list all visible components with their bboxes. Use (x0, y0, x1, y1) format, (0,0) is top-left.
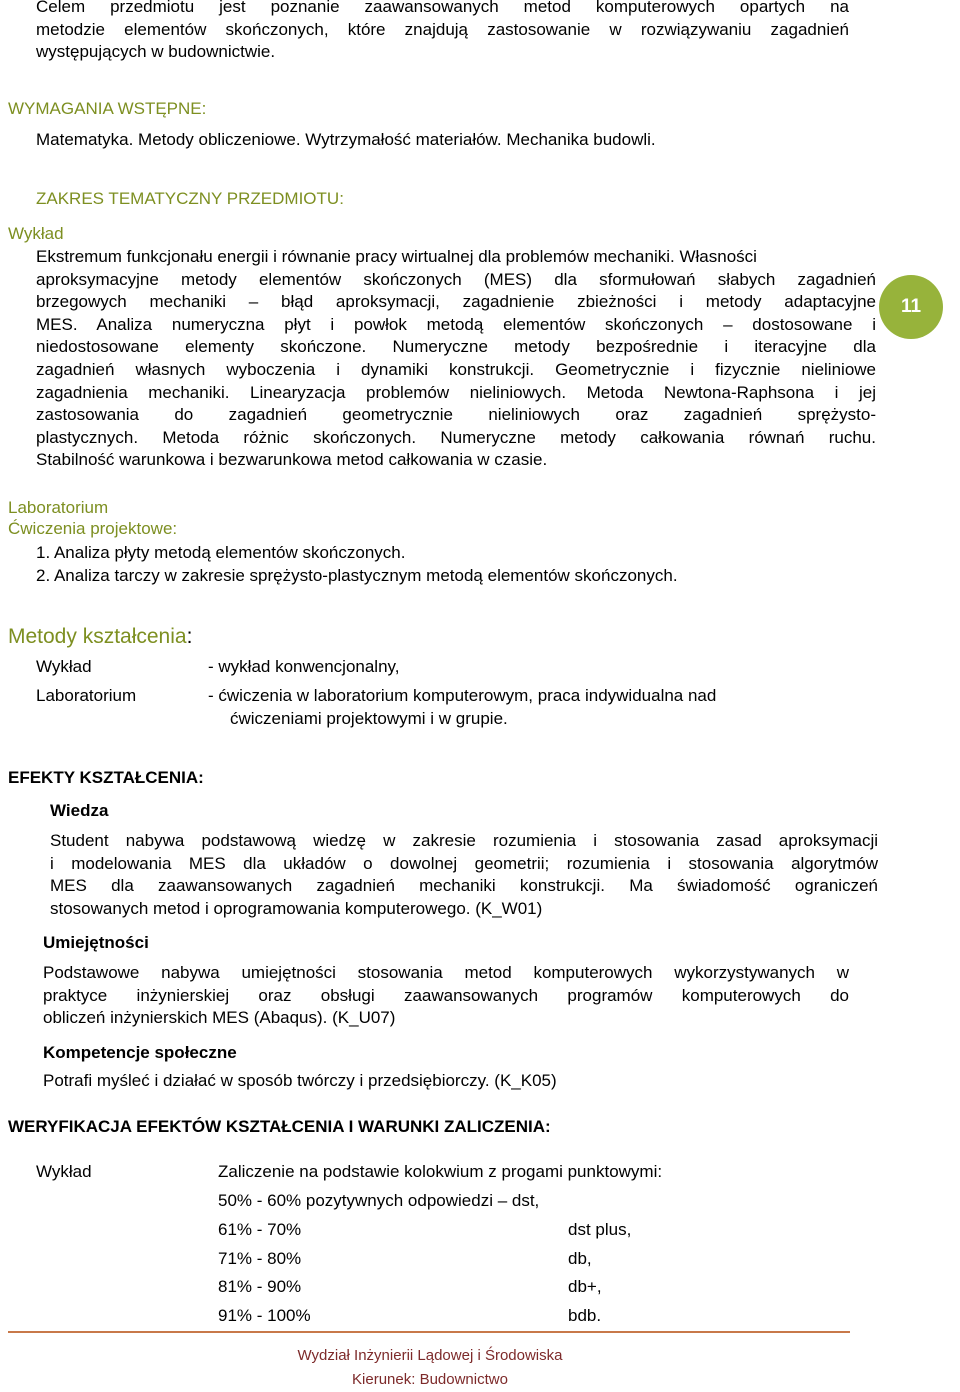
verification-heading: WERYFIKACJA EFEKTÓW KSZTAŁCENIA I WARUNKI ZALICZENIA: (8, 1117, 551, 1136)
intro-line: występujących w budownictwie. (36, 42, 276, 62)
intro-line: Celem przedmiotu jest poznanie zaawansowanych metod komputerowych opartych na (36, 0, 849, 16)
lecture-line: zagadnienia mechaniki. Linearyzacja problemów nieliniowych. Metoda Newtona-Raphsona i jej (36, 382, 876, 402)
knowledge-text (50, 830, 878, 920)
lecture-line: niedostosowane elementy skończone. Numeryczne metody bezpośrednie i iteracyjne dla (36, 337, 876, 357)
skills-text (43, 962, 849, 1030)
grade-range: 61% - 70% (218, 1220, 302, 1239)
lecture-line: plastycznych. Metoda różnic skończonych. Numeryczne metody całkowania równań ruchu. (36, 427, 876, 447)
lecture-line: Ekstremum funkcjonału energii i równanie pracy wirtualnej dla problemów mechaniki. Własności (36, 247, 757, 266)
footer-field: Kierunek: Budownictwo (352, 1371, 508, 1388)
scope-exercises-label: Ćwiczenia projektowe: (8, 519, 178, 538)
intro-line: metodzie elementów skończonych, które znajdują zastosowanie w rozwiązywaniu zagadnień (36, 19, 849, 39)
verification-label: Wykład (36, 1162, 92, 1181)
methods-row-label: Wykład (36, 657, 92, 676)
exercise-item: 2. Analiza tarczy w zakresie sprężysto-plastycznym metodą elementów skończonych. (36, 566, 678, 585)
prerequisites-heading: WYMAGANIA WSTĘPNE: (8, 99, 207, 118)
verification-first-threshold: 50% - 60% pozytywnych odpowiedzi – dst, (218, 1191, 540, 1210)
grade-range: 71% - 80% (218, 1249, 302, 1268)
lecture-line: Stabilność warunkowa i bezwarunkowa metod całkowania w czasie. (36, 450, 548, 470)
lecture-line: zagadnień własnych wyboczenia i dynamiki konstrukcji. Geometrycznie i fizycznie nieliniowe (36, 359, 876, 379)
grade-value: dst plus, (568, 1220, 632, 1239)
knowledge-line: Student nabywa podstawową wiedzę w zakresie rozumienia i stosowania zasad aproksymacji (50, 831, 878, 850)
knowledge-line: stosowanych metod i oprogramowania komputerowego. (K_W01) (50, 898, 543, 918)
lecture-line: zastosowania do zagadnień geometrycznie nieliniowych oraz zagadnień sprężysto- (36, 405, 876, 425)
social-text: Potrafi myśleć i działać w sposób twórczy i przedsiębiorczy. (K_K05) (43, 1071, 557, 1090)
footer-faculty: Wydział Inżynierii Lądowej i Środowiska (297, 1347, 563, 1364)
methods-row-text: ćwiczeniami projektowymi i w grupie. (230, 709, 508, 728)
outcomes-heading: EFEKTY KSZTAŁCENIA: (8, 768, 204, 787)
social-label: Kompetencje społeczne (43, 1043, 237, 1062)
prerequisites-text: Matematyka. Metody obliczeniowe. Wytrzymałość materiałów. Mechanika budowli. (36, 130, 656, 149)
knowledge-label: Wiedza (50, 801, 109, 820)
intro-paragraph (36, 0, 849, 64)
grade-value: db+, (568, 1277, 602, 1296)
methods-row-label: Laboratorium (36, 686, 137, 705)
skills-label: Umiejętności (43, 933, 149, 952)
skills-line: praktyce inżynierskiej oraz obsługi zaawansowanych programów komputerowych do (43, 985, 849, 1005)
page-number-badge: 11 (879, 275, 943, 339)
verification-intro: Zaliczenie na podstawie kolokwium z progami punktowymi: (218, 1162, 663, 1181)
scope-lecture-text (36, 246, 876, 472)
skills-line: Podstawowe nabywa umiejętności stosowania metod komputerowych wykorzystywanych w (43, 963, 849, 982)
lecture-line: MES. Analiza numeryczna płyt i powłok metodą elementów skończonych – dostosowane i (36, 314, 876, 334)
knowledge-line: i modelowania MES dla układów o dowolnej geometrii; rozumienia i stosowania algorytmów (50, 853, 878, 873)
lecture-line: aproksymacyjne metody elementów skończonych (MES) dla sformułowań słabych zagadnień (36, 269, 876, 289)
footer-divider (8, 1331, 850, 1333)
methods-heading-text: Metody kształcenia (8, 625, 187, 648)
methods-heading (8, 624, 192, 650)
skills-line: obliczeń inżynierskich MES (Abaqus). (K_U07) (43, 1008, 396, 1028)
grade-value: bdb. (568, 1306, 602, 1325)
exercise-item: 1. Analiza płyty metodą elementów skończonych. (36, 543, 406, 562)
grade-range: 81% - 90% (218, 1277, 302, 1296)
grade-range: 91% - 100% (218, 1306, 311, 1325)
knowledge-line: MES dla zaawansowanych zagadnień mechaniki konstrukcji. Ma świadomość ograniczeń (50, 876, 878, 896)
scope-lecture-label: Wykład (8, 224, 64, 243)
scope-lab-label: Laboratorium (8, 498, 109, 517)
methods-row-text: - ćwiczenia w laboratorium komputerowym, praca indywidualna nad (208, 686, 717, 705)
methods-heading-colon: : (186, 625, 193, 648)
methods-row-text: - wykład konwencjonalny, (208, 657, 400, 676)
lecture-line: brzegowych mechaniki – błąd aproksymacji, zagadnienie zbieżności i metody adaptacyjne (36, 292, 876, 312)
grade-value: db, (568, 1249, 592, 1268)
scope-heading: ZAKRES TEMATYCZNY PRZEDMIOTU: (36, 189, 344, 208)
